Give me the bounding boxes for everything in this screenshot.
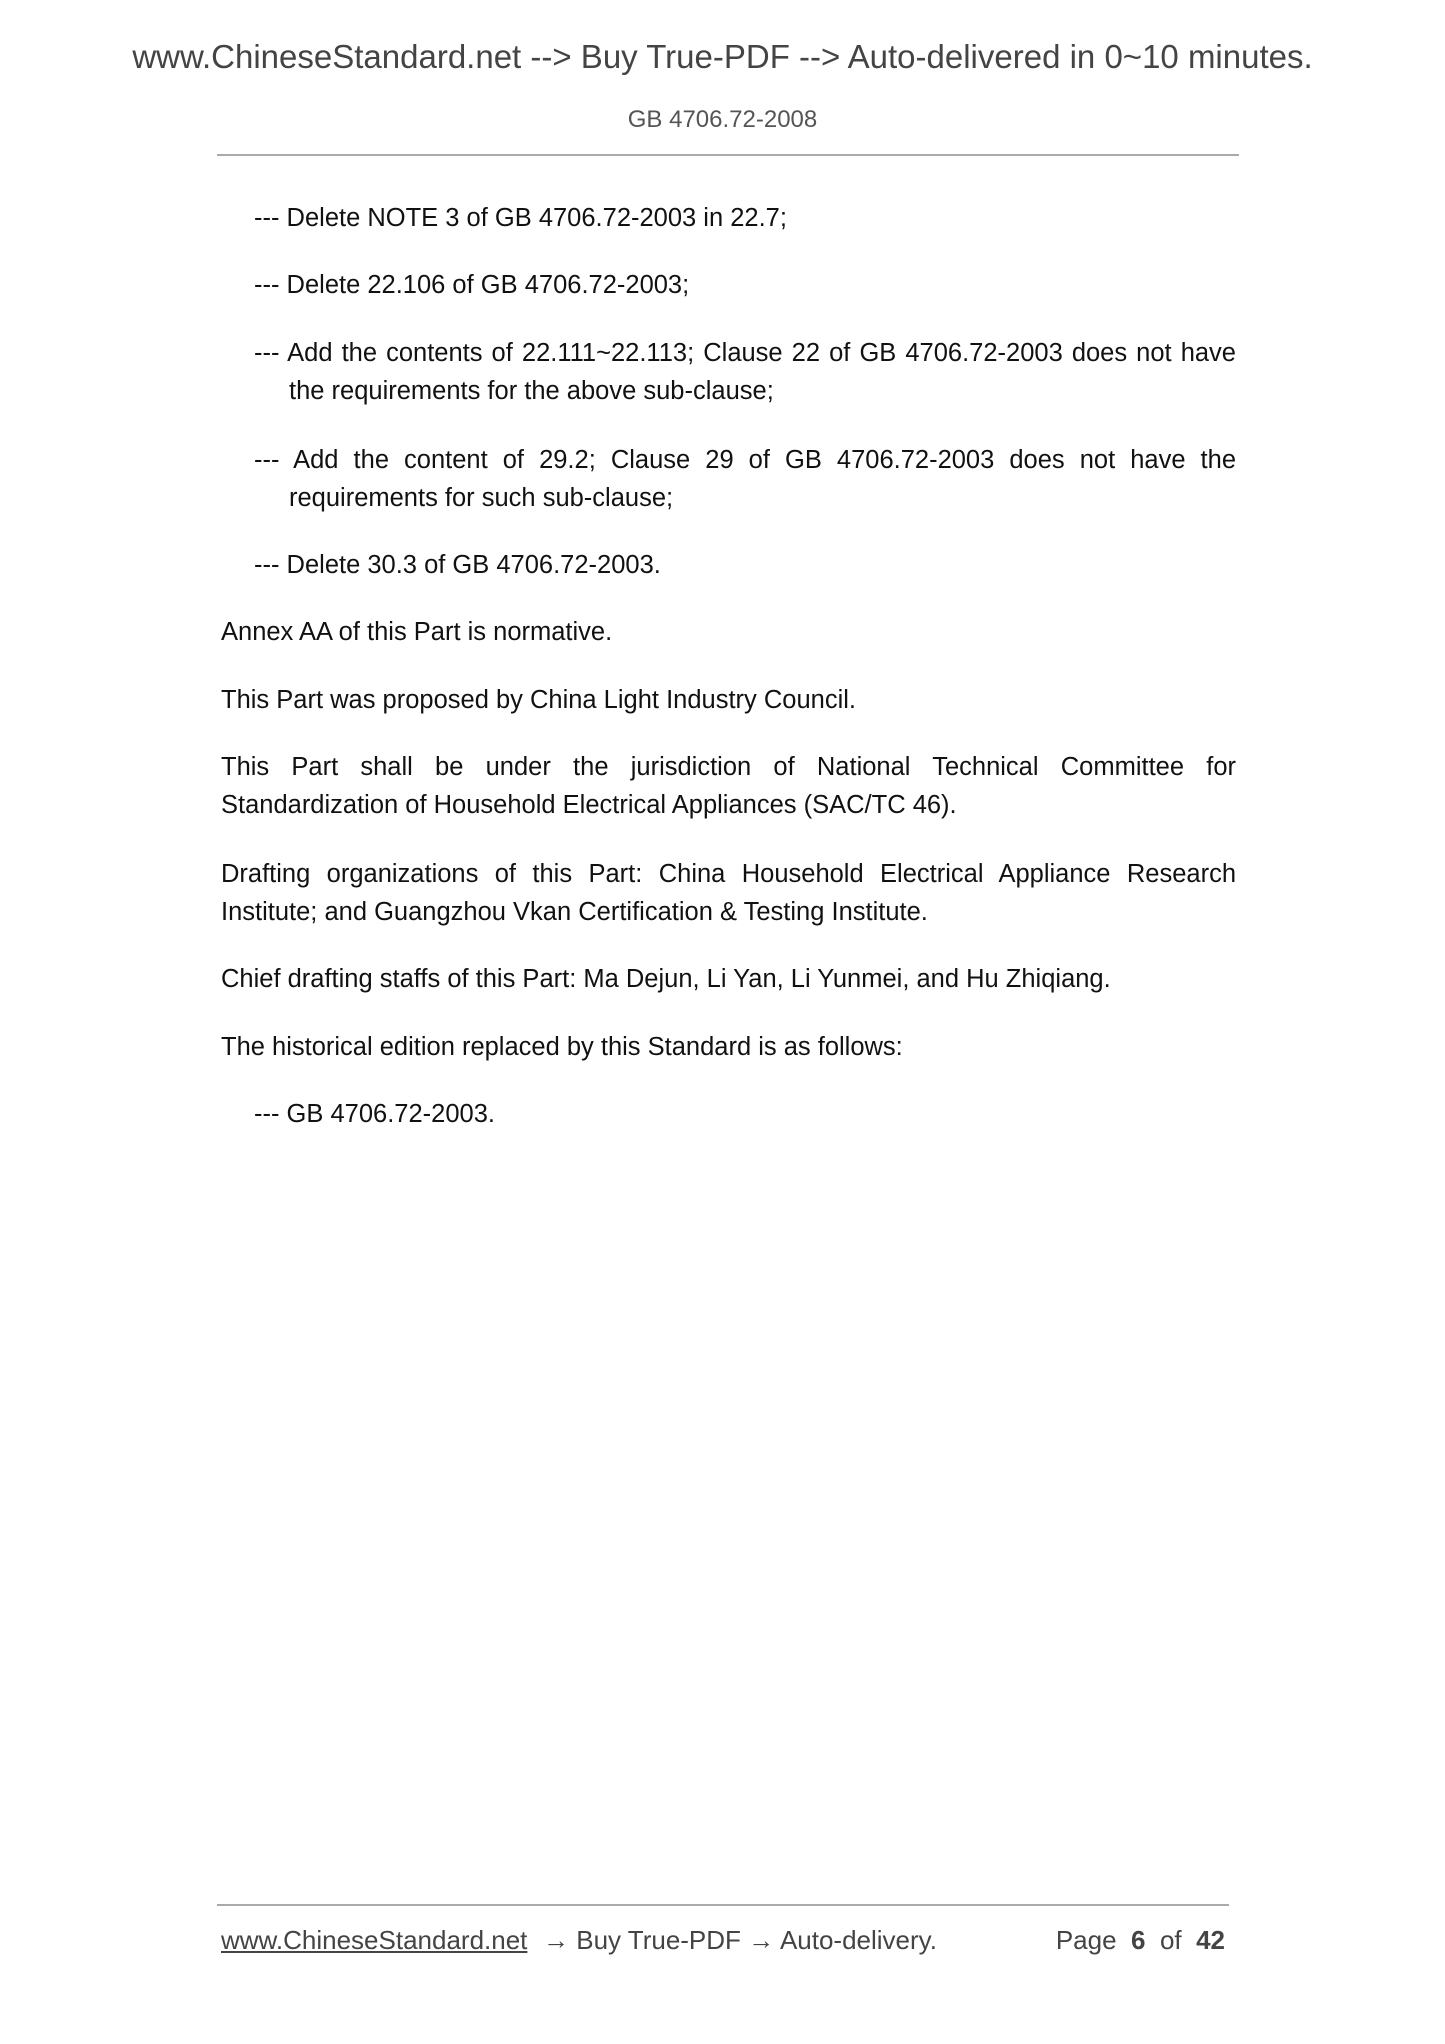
- of-label: of: [1159, 1925, 1182, 1955]
- paragraph: Drafting organizations of this Part: China Household Electrical Appliance Research Institute; and Guangzhou Vkan Certification & Testing Institute.: [221, 860, 1236, 926]
- list-item: --- Delete 30.3 of GB 4706.72-2003.: [254, 551, 661, 579]
- list-item: --- GB 4706.72-2003.: [254, 1100, 495, 1128]
- page-total: 42: [1196, 1925, 1225, 1955]
- list-item: --- Delete 22.106 of GB 4706.72-2003;: [254, 271, 690, 299]
- list-item: --- Delete NOTE 3 of GB 4706.72-2003 in 22.7;: [254, 204, 787, 232]
- footer-site-link[interactable]: www.ChineseStandard.net: [221, 1925, 528, 1955]
- page-indicator: [1056, 1925, 1225, 1956]
- list-item: --- Add the contents of 22.111~22.113; Clause 22 of GB 4706.72-2003 does not have the requirements for the above sub-clause;: [254, 339, 1236, 405]
- paragraph: Chief drafting staffs of this Part: Ma Dejun, Li Yan, Li Yunmei, and Hu Zhiqiang.: [221, 965, 1111, 993]
- page-number: 6: [1131, 1925, 1146, 1955]
- list-item: --- Add the content of 29.2; Clause 29 of GB 4706.72-2003 does not have the requirements for such sub-clause;: [254, 446, 1236, 512]
- paragraph: Annex AA of this Part is normative.: [221, 618, 613, 646]
- site-banner: www.ChineseStandard.net --> Buy True-PDF --> Auto-delivered in 0~10 minutes.: [132, 38, 1313, 75]
- footer-divider: [217, 1904, 1229, 1906]
- paragraph: The historical edition replaced by this Standard is as follows:: [221, 1033, 903, 1061]
- standard-number: GB 4706.72-2008: [627, 106, 818, 133]
- footer-text: → Buy True-PDF → Auto-delivery.: [543, 1925, 937, 1955]
- header-divider: [217, 154, 1239, 156]
- page-label: Page: [1055, 1925, 1117, 1955]
- paragraph: This Part was proposed by China Light Industry Council.: [221, 686, 856, 714]
- paragraph: This Part shall be under the jurisdiction of National Technical Committee for Standardization of Household Electrical Appliances (SAC/TC 46).: [221, 753, 1236, 819]
